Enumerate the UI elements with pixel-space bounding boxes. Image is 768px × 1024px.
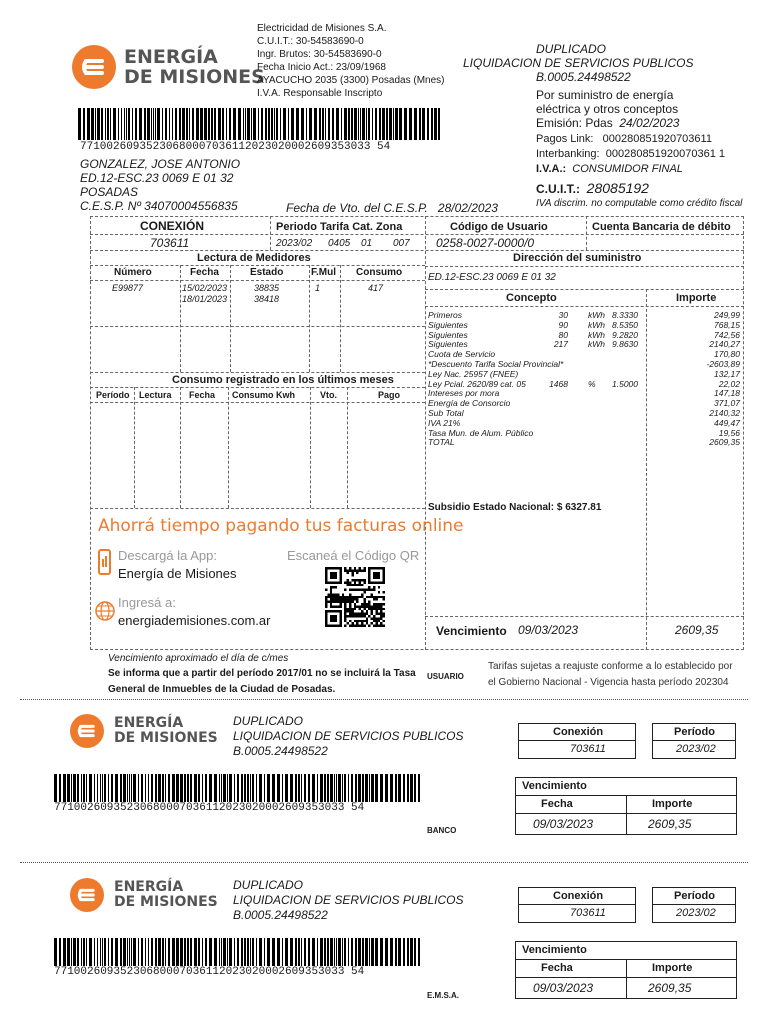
info-note-line1: Se informa que a partir del período 2017/01 no se incluirá la Tasa [108, 668, 416, 679]
concept-name: IVA 21% [428, 417, 461, 428]
concept-name: Energía de Consorcio [428, 398, 511, 409]
concept-qty: 30 [558, 310, 568, 320]
hist-col-fecha: Fecha [189, 390, 216, 400]
concept-row [428, 331, 740, 341]
doc-number: B.0005.24498522 [536, 70, 631, 84]
meter-state-current: 38835 [254, 283, 280, 293]
concept-list [428, 311, 740, 448]
customer-address: ED.12-ESC.23 0069 E 01 32 [80, 171, 234, 185]
periodo-value: 2023/02 [276, 238, 313, 249]
concept-unit: kWh [588, 310, 605, 320]
meter-dates [182, 283, 227, 305]
stub2-venc-label: Vencimiento [522, 944, 587, 956]
concept-name: Cuota de Servicio [428, 349, 496, 360]
lectura-title: Lectura de Medidores [197, 252, 311, 264]
hist-col-lectura: Lectura [139, 390, 172, 400]
concept-row [428, 429, 740, 439]
hist-col-consumo: Consumo Kwh [232, 390, 295, 400]
concept-unit: kWh [588, 319, 605, 330]
tarifa-value: 0405 [328, 238, 351, 249]
hist-col-periodo: Período [96, 390, 130, 400]
company-iibb: Ingr. Brutos: 30-54583690-0 [257, 49, 382, 60]
company-start-date: Fecha Inicio Act.: 23/09/1968 [257, 62, 386, 73]
stub-barcode [54, 774, 424, 802]
emsa-label: E.M.S.A. [427, 991, 460, 1000]
conexion-value: 703611 [150, 236, 190, 250]
direccion-value: ED.12-ESC.23 0069 E 01 32 [428, 272, 556, 283]
cesp-vto-label: Fecha de Vto. del C.E.S.P. [286, 201, 428, 215]
globe-icon [94, 600, 116, 625]
main-barcode [78, 108, 443, 140]
stub2-conexion-label: Conexión [553, 890, 604, 902]
tarifas-note-line1: Tarifas sujetas a reajuste conforme a lo establecido por [488, 661, 733, 672]
cat-value: 01 [361, 238, 373, 249]
concept-name: Intereses por mora [428, 388, 500, 399]
zona-value: 007 [393, 238, 410, 249]
vencimiento-date: 09/03/2023 [518, 623, 579, 637]
concept-amount: 768,15 [714, 319, 740, 330]
concept-row [428, 311, 740, 321]
company-name: Electricidad de Misiones S.A. [257, 23, 387, 34]
concept-row [428, 409, 740, 419]
stub-fecha-value: 09/03/2023 [533, 817, 594, 831]
cut-line-1 [20, 699, 748, 700]
supply-line1: Por suministro de energía [536, 88, 674, 102]
concept-amount: 19,56 [718, 427, 740, 438]
pagos-link-label: Pagos Link: [536, 133, 594, 145]
meter-fmul: 1 [315, 283, 321, 293]
concept-amount: 2140,27 [709, 339, 740, 350]
historial-title: Consumo registrado en los últimos meses [172, 374, 394, 386]
company-info [257, 22, 445, 100]
banco-label: BANCO [427, 826, 457, 835]
cut-line-2 [20, 862, 748, 863]
app-label: Descargá la App: [118, 548, 218, 563]
concept-rate: 9.2820 [612, 329, 638, 340]
stub-title: LIQUIDACION DE SERVICIOS PUBLICOS [233, 729, 464, 743]
conexion-label: CONEXIÓN [140, 219, 205, 233]
concepto-header: Concepto [506, 292, 557, 304]
phone-icon [98, 549, 111, 575]
interbanking-value: 000280851920070361 1 [605, 148, 726, 160]
concept-name: Tasa Mun. de Alum. Público [428, 427, 534, 438]
stub-brand-line1: ENERGÍA [114, 715, 184, 731]
web-url[interactable]: energiademisiones.com.ar [118, 613, 271, 628]
web-label: Ingresá a: [118, 595, 176, 610]
customer-name: GONZALEZ, JOSE ANTONIO [80, 157, 241, 171]
concept-name: Ley Pcial. 2620/89 cat. 05 [428, 378, 526, 389]
doc-header [463, 42, 723, 84]
meter-date-current: 15/02/2023 [182, 283, 228, 293]
subsidio-text: Subsidio Estado Nacional: $ 6327.81 [428, 502, 602, 513]
promo-headline: Ahorrá tiempo pagando tus facturas online [98, 516, 464, 536]
stub-number: B.0005.24498522 [233, 744, 328, 758]
col-numero: Número [114, 267, 152, 278]
concept-amount: 249,99 [714, 310, 740, 320]
meter-state-previous: 38418 [254, 294, 280, 304]
stub2-title: LIQUIDACION DE SERVICIOS PUBLICOS [233, 893, 464, 907]
concept-amount: 2140,32 [709, 407, 740, 418]
concept-row [428, 438, 740, 448]
stub-venc-label: Vencimiento [522, 780, 587, 792]
concept-name: Siguientes [428, 339, 468, 350]
info-note-line2: General de Inmuebles de la Ciudad de Posadas. [108, 684, 336, 695]
concept-unit: kWh [588, 339, 605, 350]
concept-rate: 1.5000 [612, 378, 638, 389]
stub2-periodo-label: Período [674, 890, 715, 902]
emision-value: 24/02/2023 [619, 116, 680, 130]
vencimiento-label: Vencimiento [436, 624, 507, 638]
stub2-number: B.0005.24498522 [233, 908, 328, 922]
direccion-label: Dirección del suministro [513, 252, 642, 264]
stub2-importe-label: Importe [652, 962, 693, 974]
stub-logo-icon [70, 714, 104, 748]
concept-rate: 8.5350 [612, 319, 638, 330]
concept-rate: 9.8630 [612, 339, 638, 350]
concept-rate: 8.3330 [612, 310, 638, 320]
qr-label: Escaneá el Código QR [287, 548, 420, 563]
concept-amount: 449,47 [714, 417, 740, 428]
stub-brand-line2: DE MISIONES [114, 729, 218, 746]
brand-line2: DE MISIONES [124, 65, 265, 88]
duplicado-label: DUPLICADO [536, 42, 607, 56]
stub2-brand-line2: DE MISIONES [114, 893, 218, 910]
stub2-brand-line1: ENERGÍA [114, 879, 184, 895]
stub-fecha-label: Fecha [541, 798, 573, 810]
cuit-label: C.U.I.T.: [536, 182, 580, 196]
concept-amount: 371,07 [714, 398, 740, 409]
concept-unit: % [588, 378, 596, 389]
meter-consumo: 417 [368, 283, 384, 293]
logo-mark-icon [72, 45, 116, 89]
concept-amount: 147,18 [714, 388, 740, 399]
usuario-label: USUARIO [427, 672, 464, 681]
stub-conexion-label: Conexión [553, 726, 604, 738]
concept-name: TOTAL [428, 437, 455, 448]
codigo-usuario-value: 0258-0027-0000/0 [436, 236, 535, 250]
stub-conexion-value: 703611 [570, 743, 606, 755]
iva-note: IVA discrim. no computable como crédito fiscal [536, 198, 743, 209]
col-fmul: F.Mul [311, 267, 336, 278]
emision-label: Emisión: Pdas [536, 116, 613, 130]
concept-name: Siguientes [428, 319, 468, 330]
tarifas-note [488, 659, 733, 691]
stub-barcode-text: 77100260935230680007036112023020002609353033 54 [54, 802, 365, 814]
concept-amount: 22,02 [718, 378, 740, 389]
concept-qty: 90 [558, 319, 568, 330]
stub2-conexion-value: 703611 [570, 907, 606, 919]
col-consumo: Consumo [356, 267, 403, 278]
importe-header: Importe [676, 292, 717, 304]
concept-name: Sub Total [428, 407, 464, 418]
company-address: AYACUCHO 2035 (3300) Posadas (Mnes) [257, 75, 445, 86]
meter-states [254, 283, 279, 305]
concept-qty: 217 [553, 339, 568, 350]
col-estado: Estado [250, 267, 284, 278]
ptcz-header: Periodo Tarifa Cat. Zona [276, 221, 403, 233]
concept-name: Siguientes [428, 329, 468, 340]
concept-amount: 170,80 [714, 349, 740, 360]
vencimiento-amount: 2609,35 [675, 623, 719, 637]
doc-title: LIQUIDACION DE SERVICIOS PUBLICOS [463, 56, 694, 70]
iva-value: CONSUMIDOR FINAL [572, 163, 683, 175]
concept-name: Primeros [428, 310, 463, 320]
iva-label: I.V.A.: [536, 163, 567, 175]
concept-amount: 2609,35 [709, 437, 740, 448]
tarifas-note-line2: el Gobierno Nacional - Vigencia hasta período 202304 [488, 677, 729, 688]
brand-line1: ENERGÍA [124, 46, 218, 68]
concept-row [428, 321, 740, 331]
company-iva: I.V.A. Responsable Inscripto [257, 88, 383, 99]
concept-name: *Descuento Tarifa Social Provincial* [428, 358, 564, 369]
stub2-dup: DUPLICADO [233, 878, 304, 892]
qr-code[interactable] [325, 567, 385, 627]
concept-amount: 132,17 [714, 368, 740, 379]
cuit-value: 28085192 [586, 180, 649, 196]
concept-qty: 80 [558, 329, 568, 340]
info-note [108, 666, 416, 698]
customer-cesp: C.E.S.P. Nº 34070004556835 [80, 199, 238, 213]
stub2-barcode-text: 77100260935230680007036112023020002609353033 54 [54, 966, 365, 978]
codigo-usuario-label: Código de Usuario [450, 221, 548, 233]
customer-city: POSADAS [80, 185, 139, 199]
stub-importe-label: Importe [652, 798, 693, 810]
stub-periodo-value: 2023/02 [676, 743, 716, 755]
stub2-periodo-value: 2023/02 [676, 907, 716, 919]
hist-col-pago: Pago [378, 390, 401, 400]
cesp-vto-value: 28/02/2023 [437, 201, 498, 215]
supply-line2: eléctrica y otros conceptos [536, 102, 679, 116]
stub2-importe-value: 2609,35 [648, 981, 692, 995]
concept-qty: 1468 [549, 378, 568, 389]
col-fecha: Fecha [190, 267, 219, 278]
meter-number: E99877 [112, 283, 144, 293]
concept-amount: -2603,89 [706, 358, 740, 369]
concept-name: Ley Nac. 25957 (FNEE) [428, 368, 519, 379]
customer-block [80, 157, 240, 213]
concept-unit: kWh [588, 329, 605, 340]
stub-dup: DUPLICADO [233, 714, 304, 728]
cuenta-bancaria-label: Cuenta Bancaria de débito [592, 221, 731, 233]
concept-row [428, 399, 740, 409]
concept-amount: 742,56 [714, 329, 740, 340]
interbanking-label: Interbanking: [536, 148, 600, 160]
stub2-fecha-label: Fecha [541, 962, 573, 974]
hist-col-vto: Vto. [320, 390, 337, 400]
stub2-barcode [54, 938, 424, 966]
stub-importe-value: 2609,35 [648, 817, 692, 831]
company-cuit: C.U.I.T.: 30-54583690-0 [257, 36, 364, 47]
stub2-logo-icon [70, 878, 104, 912]
stub2-fecha-value: 09/03/2023 [533, 981, 594, 995]
stub-periodo-label: Período [674, 726, 715, 738]
pagos-link-value: 000280851920703611 [602, 133, 712, 145]
meter-date-previous: 18/01/2023 [182, 294, 228, 304]
main-barcode-text: 77100260935230680007036112023020002609353033 54 [80, 141, 391, 153]
vencimiento-aprox: Vencimiento aproximado el día de c/mes [108, 653, 289, 664]
app-name: Energía de Misiones [118, 566, 237, 581]
